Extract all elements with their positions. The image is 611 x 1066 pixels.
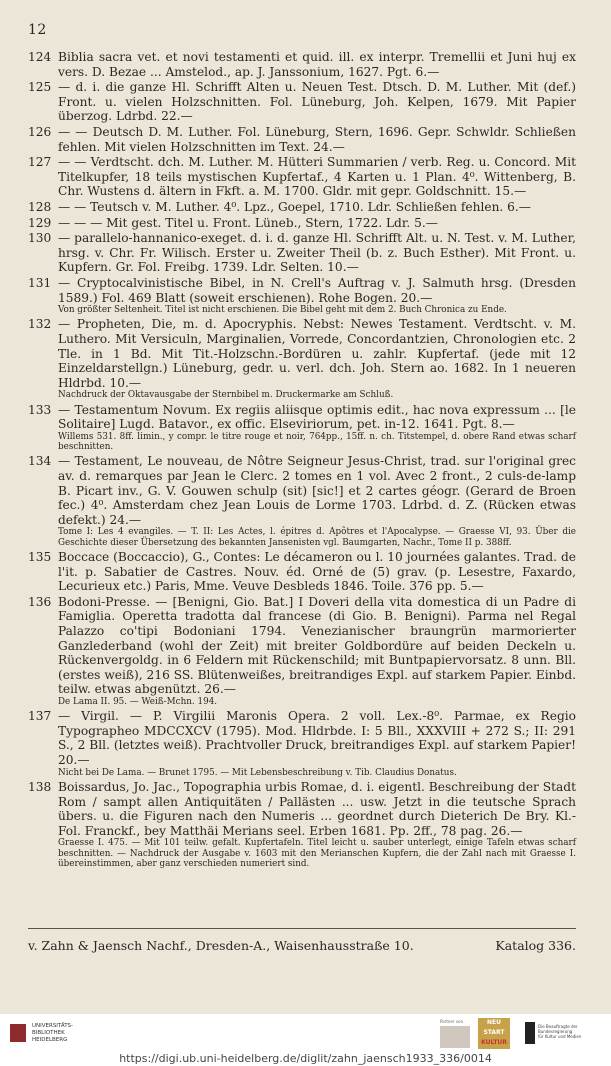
entry-number: 138 [28, 779, 52, 794]
federal-eagle-icon [525, 1022, 535, 1044]
partner-logo-icon[interactable] [440, 1026, 470, 1048]
entry-number: 130 [28, 231, 52, 246]
catalog-entry [28, 454, 576, 549]
catalog-entry [28, 216, 576, 231]
entry-number: 125 [28, 80, 52, 95]
catalog-entry [28, 595, 576, 708]
catalog-entry [28, 550, 576, 594]
entry-text: — Testamentum Novum. Ex regiis aliisque optimis edit., hac nova expressum ... [le Solitaire] Lugd. Batavor., ex offic. Elseviriorum, pet. in-12. 1641. Pgt. 8.— [58, 402, 576, 432]
entry-number: 135 [28, 550, 52, 564]
entry-number: 126 [28, 124, 52, 139]
entry-text: — d. i. die ganze Hl. Schrifft Alten u. Neuen Test. Dtsch. D. M. Luther. Mit (def.) Front. u. vielen Holzschnitten. Fol. Lüneburg, Joh. Kelpen, 1679. Mit Papier überzog. Ldrbd. 22.— [58, 80, 576, 124]
ub-heidelberg-logo-icon[interactable] [10, 1024, 26, 1042]
catalog-entries [28, 50, 576, 871]
entry-text: Boccace (Boccaccio), G., Contes: Le décameron ou l. 10 journées galantes. Trad. de l'it. p. Sabatier de Castres. Nouv. éd. Orné de (5) grav. (p. Lesestre, Faxardo, Lecurieux etc.) Paris, Mme. Veuve Desbleds 1846. Toile. 376 pp. 5.— [58, 550, 576, 594]
entry-note: Tome I: Les 4 evangiles. — T. II: Les Actes, l. épitres d. Apôtres et l'Apocalypse. — Graesse VI, 93. Über die Geschichte dieser Übersetzung des bekannten Jansenisten vgl. Baumgarten, Nachr., Tome II p. 388ff. [58, 527, 576, 548]
footer-divider [28, 928, 576, 929]
ub-heidelberg-name[interactable]: UNIVERSITÄTS- BIBLIOTHEK HEIDELBERG [32, 1023, 74, 1043]
entry-number: 127 [28, 155, 52, 170]
entry-number: 136 [28, 594, 52, 609]
entry-text: — — Teutsch v. M. Luther. 4⁰. Lpz., Goepel, 1710. Ldr. Schließen fehlen. 6.— [58, 199, 531, 214]
entry-note: Graesse I. 475. — Mit 101 teilw. gefalt. Kupfertafeln. Titel leicht u. sauber unterlegt, einige Tafeln etwas scharf beschnitten. — Nachdruck der Ausgabe v. 1603 mit den Merianschen Kupfern, die der Zahl nach mit Graesse I. übereinstimmen, aber ganz verschieden numeriert sind. [58, 838, 576, 869]
entry-text: — Virgil. — P. Virgilii Maronis Opera. 2 voll. Lex.-8⁰. Parmae, ex Regio Typographeo MDCCXCV (1795). Mod. Hldrbde. I: 5 Bll., XXXVIII + 272 S.; II: 291 S., 2 Bll. (letztes weiß). Prachtvoller Druck, breitrandiges Expl. auf starkem Papier! 20.— [58, 709, 576, 768]
page-number: 12 [28, 22, 47, 38]
entry-number: 132 [28, 317, 52, 332]
page-url[interactable]: https://digi.ub.uni-heidelberg.de/diglit/zahn_jaensch1933_336/0014 [0, 1052, 611, 1066]
entry-text: — parallelo-hannanico-exeget. d. i. d. ganze Hl. Schrifft Alt. u. N. Test. v. M. Luther, hrsg. v. Chr. Fr. Wilisch. Erster u. Zweiter Theil (b. z. Buch Esther). Mit Front. u. Kupfern. Gr. Fol. Freibg. 1739. Ldr. Selten. 10.— [58, 231, 576, 275]
neustart-kultur-logo[interactable]: NEU START KULTUR [478, 1018, 510, 1049]
entry-number: 137 [28, 709, 52, 724]
entry-text: — Cryptocalvinistische Bibel, in N. Crell's Auftrag v. J. Salmuth hrsg. (Dresden 1589.) Fol. 469 Blatt (soweit erschienen). Rohe Bogen. 20.— [58, 275, 576, 305]
entry-number: 131 [28, 275, 52, 290]
catalog-footer [28, 938, 576, 953]
entry-text: — — Verdtscht. dch. M. Luther. M. Hütteri Summarien / verb. Reg. u. Concord. Mit Titelkupfer, 18 teils mystischen Kupfertaf., 4 Karten u. 1 Plan. 4⁰. Wittenberg, B. Chr. Wustens d. ältern in Fkft. a. M. 1700. Gldr. mit gepr. Goldschnitt. 15.— [58, 155, 576, 199]
publisher-address: v. Zahn & Jaensch Nachf., Dresden-A., Waisenhausstraße 10. [28, 938, 414, 953]
catalog-entry [28, 155, 576, 199]
entry-text: — Propheten, Die, m. d. Apocryphis. Nebst: Newes Testament. Verdtscht. v. M. Luthero. Mit Versiculn, Marginalien, Vorrede, Concordantzien, Chronologien etc. 2 Tle. in 1 Bd. Mit Tit.-Holzschn.-Bordüren u. zahlr. Kupfertaf. (jede mit 12 Einzeldarstellgn.) Lüneburg, gedr. u. verl. dch. Joh. Stern ao. 1682. In 1 neueren Hldrbd. 10.— [58, 317, 576, 390]
entry-text: — Testament, Le nouveau, de Nôtre Seigneur Jesus-Christ, trad. sur l'original grec av. d. remarques par Jean le Clerc. 2 tomes en 1 vol. Avec 2 front., 2 culs-de-lamp B. Picart inv., G. V. Gouwen schulp (sit) [sic!] et 2 cartes géogr. (Gerard de Broen fec.) 4⁰. Amsterdam chez Jean Louis de Lorme 1703. Ldrbd. d. Z. (Rücken etwas defekt.) 24.— [58, 454, 576, 527]
entry-note: Nachdruck der Oktavausgabe der Sternbibel m. Druckermarke am Schluß. [58, 390, 394, 401]
catalog-entry [28, 403, 576, 454]
catalog-entry [28, 125, 576, 154]
bkm-logo-text[interactable]: Die Beauftragte der Bundesregierung für Kultur und Medien [538, 1024, 582, 1039]
catalog-entry [28, 276, 576, 316]
entry-text: — — Deutsch D. M. Luther. Fol. Lüneburg, Stern, 1696. Gepr. Schwldr. Schließen fehlen. Mit vielen Holzschnitten im Text. 24.— [58, 124, 576, 154]
partner-label: Partner von [440, 1019, 464, 1024]
catalog-entry [28, 200, 576, 215]
entry-note: De Lama II. 95. — Weiß-Mchn. 194. [58, 696, 218, 707]
entry-number: 133 [28, 402, 52, 417]
entry-note: Nicht bei De Lama. — Brunet 1795. — Mit Lebensbeschreibung v. Tib. Claudius Donatus. [58, 767, 457, 778]
catalog-entry [28, 317, 576, 401]
catalog-entry [28, 780, 576, 870]
entry-number: 128 [28, 199, 52, 214]
logo-bar [0, 1014, 611, 1052]
catalog-entry [28, 50, 576, 79]
entry-text: Boissardus, Jo. Jac., Topographia urbis Romae, d. i. eigentl. Beschreibung der Stadt Rom / sampt allen Antiquitäten / Pallästen ... usw. Jetzt in die teutsche Sprach übers. u. die Figuren nach den Numeris ... geordnet durch Dieterich De Bry. Kl.-Fol. Franckf., bey Matthäi Merians seel. Erben 1681. Pp. 2ff., 78 pag. 26.— [58, 779, 576, 838]
entry-text: Bodoni-Presse. — [Benigni, Gio. Bat.] I Doveri della vita domestica di un Padre di Famiglia. Operetta tradotta dal francese (di Gio. B. Benigni). Parma nel Regal Palazzo co'tipi Bodoniani 1794. Venezianischer braungrün marmorierter Ganzlederband (wohl der Zeit) mit breiter Goldbordüre auf beiden Deckeln u. Rückenvergoldg. in 6 Feldern mit Rückenschild; mit Buntpapiervorsatz. 8 unn. Bll. (erstes weiß), 216 SS. Blütenweißes, breitrandiges Expl. auf starkem Papier. Einbd. teilw. etwas abgenützt. 26.— [58, 594, 576, 697]
entry-note: Willems 531. 8ff. limin., y compr. le titre rouge et noir, 764pp., 15ff. n. ch. Titstempel, d. obere Rand etwas scharf beschnitten. [58, 431, 576, 453]
entry-text: — — — Mit gest. Titel u. Front. Lüneb., Stern, 1722. Ldr. 5.— [58, 215, 438, 230]
catalog-entry [28, 709, 576, 779]
catalog-entry [28, 231, 576, 275]
catalog-entry [28, 80, 576, 124]
entry-number: 129 [28, 215, 52, 230]
entry-note: Von größter Seltenheit. Titel ist nicht erschienen. Die Bibel geht mit dem 2. Buch Chronica zu Ende. [58, 305, 507, 316]
entry-number: 134 [28, 454, 52, 469]
entry-text: Biblia sacra vet. et novi testamenti et quid. ill. ex interpr. Tremellii et Juni huj ex vers. D. Bezae ... Amstelod., ap. J. Janssonium, 1627. Pgt. 6.— [58, 50, 576, 79]
entry-number: 124 [28, 50, 52, 64]
catalog-number: Katalog 336. [495, 938, 576, 953]
